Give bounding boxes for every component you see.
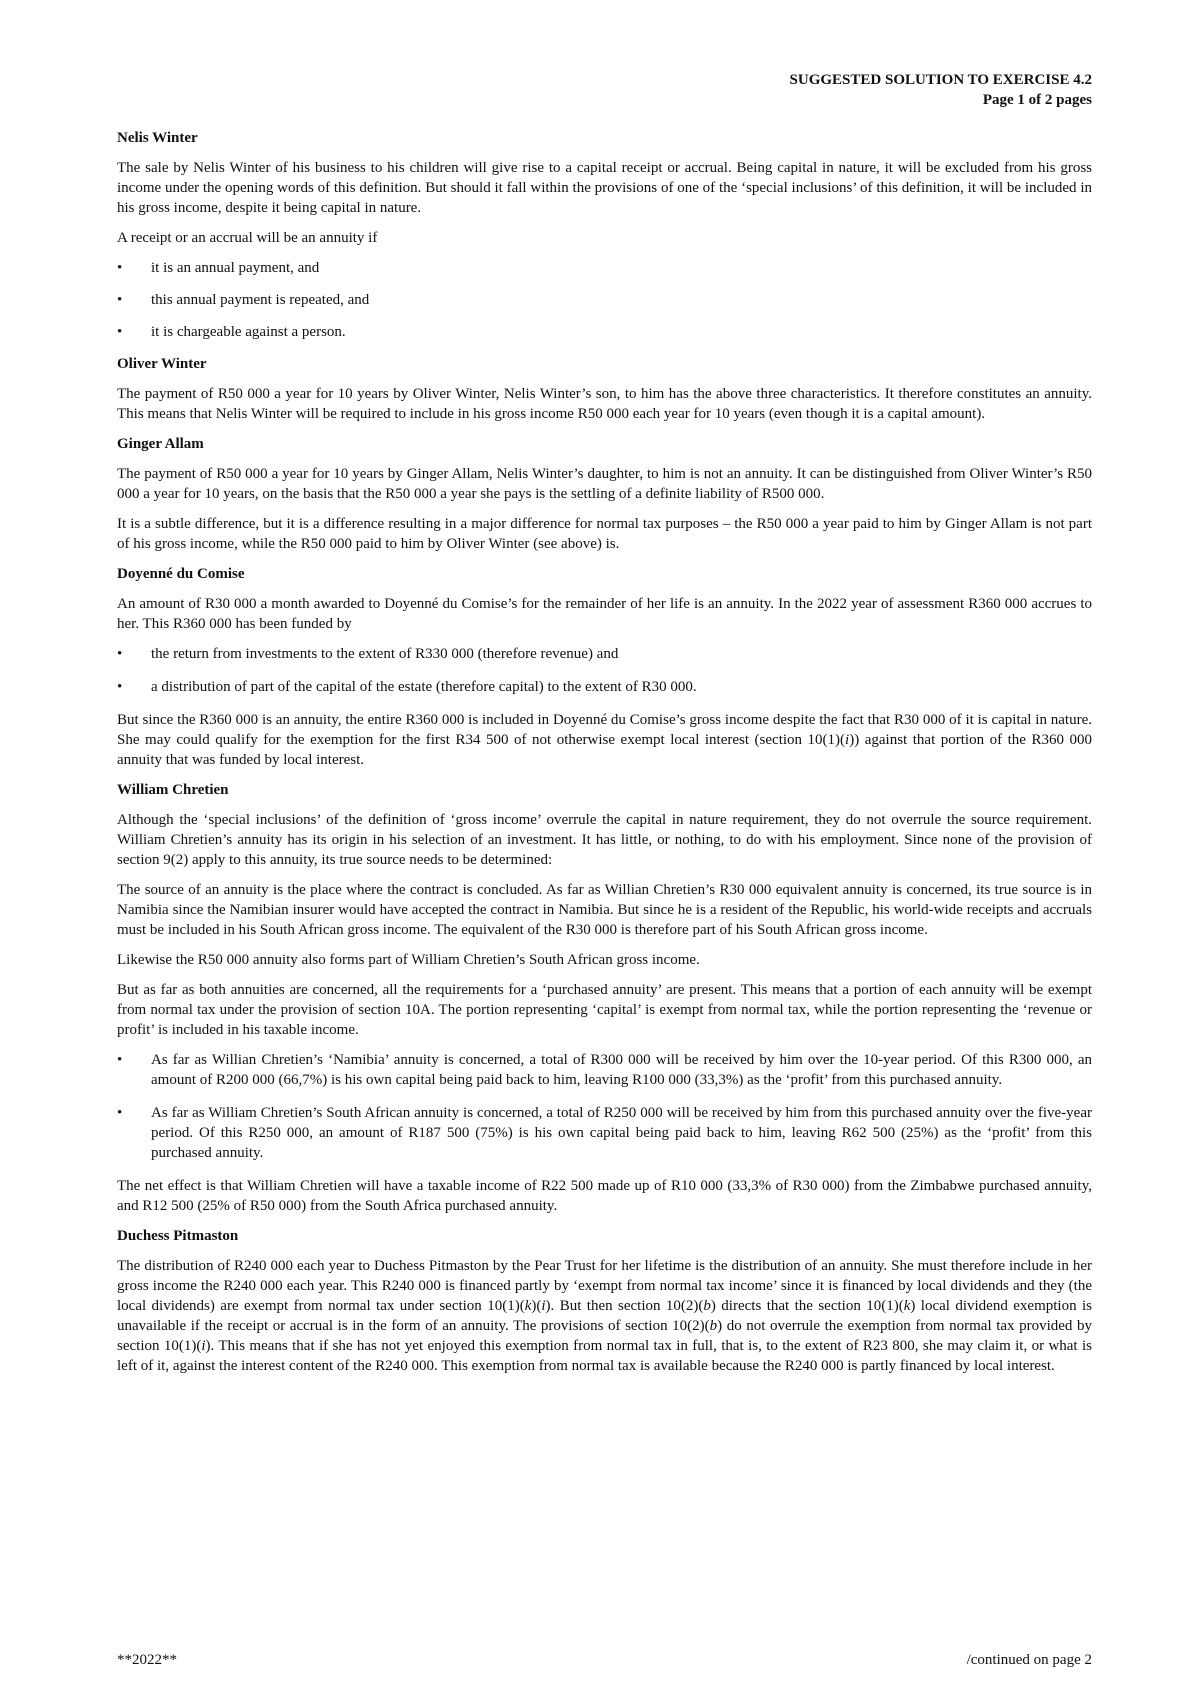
header-title: SUGGESTED SOLUTION TO EXERCISE 4.2	[789, 72, 1092, 88]
text-run: The distribution of R240 000 each year to Duchess Pitmaston by the Pear Trust for her lifetime is the distribution of an annuity. She must therefore include in her gross income the R240 000 each year. This R240 000 is financed partly by ‘exempt from normal tax income’ since it is financed by local dividends and they (the local dividends) are exempt from normal tax under section 10(1)(	[117, 1258, 1092, 1314]
section-william-chretien	[117, 780, 1092, 1216]
italic-run: b	[703, 1298, 711, 1314]
italic-run: k	[903, 1298, 911, 1314]
paragraph	[117, 710, 1092, 770]
list-item: • the return from investments to the extent of R330 000 (therefore revenue) and	[117, 644, 1092, 664]
italic-run: i	[541, 1298, 546, 1314]
text-run: ). This means that if she has not yet enjoyed this exemption from normal tax in full, that is, to the extent of R23 800, she may claim it, or what is left of it, against the interest content of the R240 000. This exemption from normal tax is available because the R240 000 is partly financed by local interest.	[117, 1338, 1092, 1374]
section-doyenne-du-comise	[117, 564, 1092, 770]
section-duchess-pitmaston	[117, 1226, 1092, 1376]
paragraph: The payment of R50 000 a year for 10 years by Ginger Allam, Nelis Winter’s daughter, to him is not an annuity. It can be distinguished from Oliver Winter’s R50 000 a year for 10 years, on the basis that the R50 000 a year she pays is the settling of a definite liability of R500 000.	[117, 466, 1092, 502]
bullet-list	[117, 1050, 1092, 1163]
paragraph: Although the ‘special inclusions’ of the definition of ‘gross income’ overrule the capital in nature requirement, they do not overrule the source requirement. William Chretien’s annuity has its origin in his selection of an investment. It has little, or nothing, to do with his employment. Since none of the provision of section 9(2) apply to this annuity, its true source needs to be determined:	[117, 812, 1092, 868]
section-nelis-winter	[117, 128, 1092, 342]
paragraph: The payment of R50 000 a year for 10 years by Oliver Winter, Nelis Winter’s son, to him has the above three characteristics. It therefore constitutes an annuity. This means that Nelis Winter will be required to include in his gross income R50 000 each year for 10 years (even though it is a capital amount).	[117, 386, 1092, 422]
section-oliver-winter	[117, 354, 1092, 424]
text-run: ) do not overrule the exemption from normal tax provided by section 10(1)(	[117, 1318, 1092, 1354]
list-item: • it is an annual payment, and	[117, 258, 1092, 278]
text-run: )(	[531, 1298, 542, 1314]
italic-run: i	[845, 732, 850, 748]
section-heading: Oliver Winter	[117, 356, 207, 372]
text-run: ) local dividend exemption is unavailable if the receipt or accrual is in the form of an annuity. The provisions of section 10(2)(	[117, 1298, 1092, 1334]
bullet-list	[117, 258, 1092, 342]
section-heading: Nelis Winter	[117, 130, 198, 146]
list-item: • As far as William Chretien’s South African annuity is concerned, a total of R250 000 will be received by him from this purchased annuity over the five-year period. Of this R250 000, an amount of R187 500 (75%) is his own capital being paid back to him, leaving R62 500 (25%) as the ‘profit’ from this purchased annuity.	[117, 1103, 1092, 1163]
paragraph: The source of an annuity is the place where the contract is concluded. As far as Willian Chretien’s R30 000 equivalent annuity is concerned, its true source is in Namibia since the Namibian insurer would have accepted the contract in Namibia. But since he is a resident of the Republic, his world-wide receipts and accruals must be included in his South African gross income. The equivalent of the R30 000 is therefore part of his South African gross income.	[117, 882, 1092, 938]
paragraph: The net effect is that William Chretien will have a taxable income of R22 500 made up of R10 000 (33,3% of R30 000) from the Zimbabwe purchased annuity, and R12 500 (25% of R50 000) from the South Africa purchased annuity.	[117, 1178, 1092, 1214]
footer-year: **2022**	[117, 1652, 177, 1668]
paragraph: But as far as both annuities are concerned, all the requirements for a ‘purchased annuity’ are present. This means that a portion of each annuity will be exempt from normal tax under the provision of section 10A. The portion representing ‘capital’ is exempt from normal tax, while the portion representing the ‘revenue or profit’ is included in his taxable income.	[117, 982, 1092, 1038]
page-header	[790, 70, 1092, 110]
italic-run: b	[709, 1318, 718, 1334]
text-run: But since the R360 000 is an annuity, the entire R360 000 is included in Doyenné du Comise’s gross income despite the fact that R30 000 of it is capital in nature. She may could qualify for the exemption for the first R34 500 of not otherwise exempt local interest (section 10(1)(	[117, 712, 1092, 748]
section-heading: Duchess Pitmaston	[117, 1228, 239, 1244]
paragraph: Likewise the R50 000 annuity also forms part of William Chretien’s South African gross income.	[117, 952, 700, 968]
header-page-count: Page 1 of 2 pages	[982, 92, 1092, 108]
text-run: ) directs that the section 10(1)(	[710, 1298, 904, 1314]
text-run: ). But then section 10(2)(	[545, 1298, 704, 1314]
section-ginger-allam	[117, 434, 1092, 554]
paragraph	[117, 1256, 1092, 1376]
paragraph: It is a subtle difference, but it is a difference resulting in a major difference for normal tax purposes – the R50 000 a year paid to him by Ginger Allam is not part of his gross income, while the R50 000 paid to him by Oliver Winter (see above) is.	[117, 516, 1092, 552]
list-item: • a distribution of part of the capital of the estate (therefore capital) to the extent of R30 000.	[117, 677, 1092, 697]
list-item: • this annual payment is repeated, and	[117, 290, 1092, 310]
section-heading: Doyenné du Comise	[117, 566, 245, 582]
list-item: • As far as Willian Chretien’s ‘Namibia’ annuity is concerned, a total of R300 000 will be received by him over the 10-year period. Of this R300 000, an amount of R200 000 (66,7%) is his own capital being paid back to him, leaving R100 000 (33,3%) as the ‘profit’ from this purchased annuity.	[117, 1050, 1092, 1090]
italic-run: k	[524, 1298, 532, 1314]
section-heading: Ginger Allam	[117, 436, 204, 452]
footer-continued-note: /continued on page 2	[966, 1652, 1092, 1668]
paragraph: A receipt or an accrual will be an annuity if	[117, 230, 378, 246]
section-heading: William Chretien	[117, 782, 229, 798]
bullet-list	[117, 644, 1092, 697]
document-body	[117, 128, 1092, 1386]
text-run: )) against that portion of the R360 000 annuity that was funded by local interest.	[117, 732, 1092, 768]
list-item: • it is chargeable against a person.	[117, 322, 1092, 342]
italic-run: i	[201, 1338, 206, 1354]
paragraph: The sale by Nelis Winter of his business to his children will give rise to a capital receipt or accrual. Being capital in nature, it will be excluded from his gross income under the opening words of this definition. But should it fall within the provisions of one of the ‘special inclusions’ of this definition, it will be included in his gross income, despite it being capital in nature.	[117, 160, 1092, 216]
paragraph: An amount of R30 000 a month awarded to Doyenné du Comise’s for the remainder of her life is an annuity. In the 2022 year of assessment R360 000 accrues to her. This R360 000 has been funded by	[117, 596, 1092, 632]
